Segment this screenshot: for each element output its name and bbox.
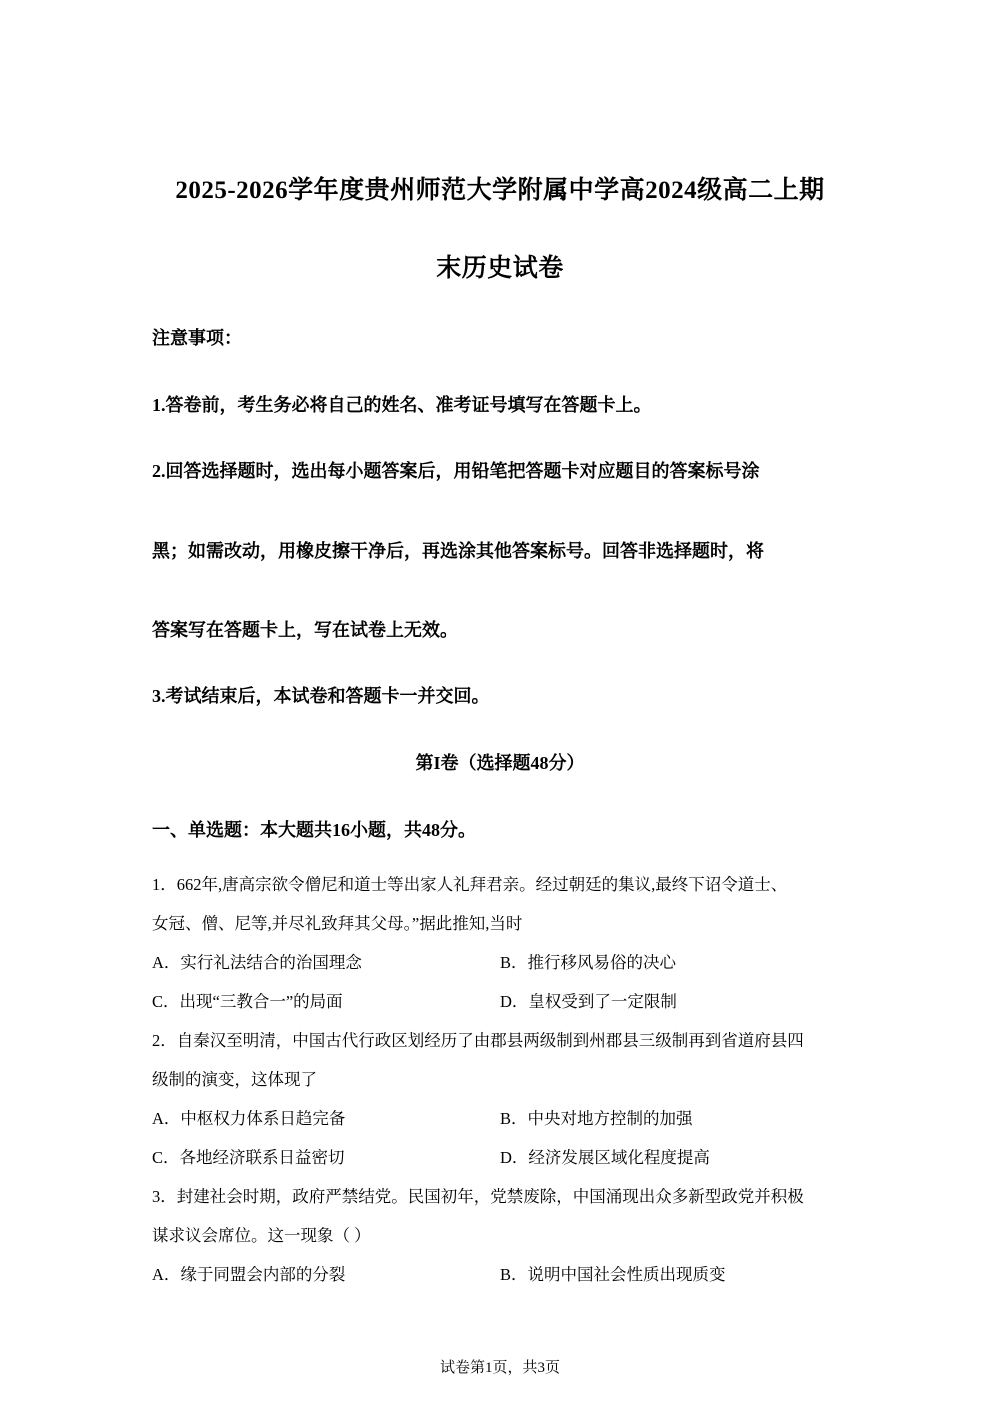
question-2-option-d: D．经济发展区域化程度提高 <box>500 1148 710 1167</box>
question-2-stem-line-2: 级制的演变，这体现了 <box>152 1070 317 1089</box>
question-1-option-a: A．实行礼法结合的治国理念 <box>152 953 362 972</box>
question-3-stem-line-2: 谋求议会席位。这一现象（ ） <box>152 1226 371 1245</box>
question-1-option-d: D．皇权受到了一定限制 <box>500 992 677 1011</box>
question-2-stem-line-1: 2．自秦汉至明清，中国古代行政区划经历了由郡县两级制到州郡县三级制再到省道府县四 <box>152 1031 804 1050</box>
exam-title-line-1: 2025-2026学年度贵州师范大学附属中学高2024级高二上期 <box>175 177 825 204</box>
part-title: 第I卷（选择题48分） <box>415 753 585 773</box>
question-1-stem-line-2: 女冠、僧、尼等,并尽礼致拜其父母。”据此推知,当时 <box>152 914 523 933</box>
section-heading: 一、单选题：本大题共16小题，共48分。 <box>152 820 476 840</box>
notice-item-2-line-3: 答案写在答题卡上，写在试卷上无效。 <box>152 620 458 640</box>
question-3-stem-line-1: 3．封建社会时期，政府严禁结党。民国初年，党禁废除，中国涌现出众多新型政党并积极 <box>152 1187 804 1206</box>
question-1-stem-line-1: 1．662年,唐高宗欲令僧尼和道士等出家人礼拜君亲。经过朝廷的集议,最终下诏令道士、 <box>152 875 788 894</box>
notice-item-1: 1.答卷前，考生务必将自己的姓名、准考证号填写在答题卡上。 <box>152 395 652 415</box>
question-3-option-b: B．说明中国社会性质出现质变 <box>500 1265 726 1284</box>
notice-item-2-line-1: 2.回答选择题时，选出每小题答案后，用铅笔把答题卡对应题目的答案标号涂 <box>152 461 760 481</box>
question-2-option-a: A．中枢权力体系日趋完备 <box>152 1109 346 1128</box>
question-1-option-c: C．出现“三教合一”的局面 <box>152 992 343 1011</box>
page-footer: 试卷第1页，共3页 <box>439 1360 560 1376</box>
question-1-option-b: B．推行移风易俗的决心 <box>500 953 677 972</box>
notice-item-3: 3.考试结束后，本试卷和答题卡一并交回。 <box>152 686 490 706</box>
question-3-option-a: A．缘于同盟会内部的分裂 <box>152 1265 346 1284</box>
notice-heading: 注意事项： <box>152 328 242 348</box>
exam-title-line-2: 末历史试卷 <box>436 255 564 282</box>
question-2-option-c: C．各地经济联系日益密切 <box>152 1148 345 1167</box>
notice-item-2-line-2: 黑；如需改动，用橡皮擦干净后，再选涂其他答案标号。回答非选择题时，将 <box>152 541 764 561</box>
question-2-option-b: B．中央对地方控制的加强 <box>500 1109 693 1128</box>
